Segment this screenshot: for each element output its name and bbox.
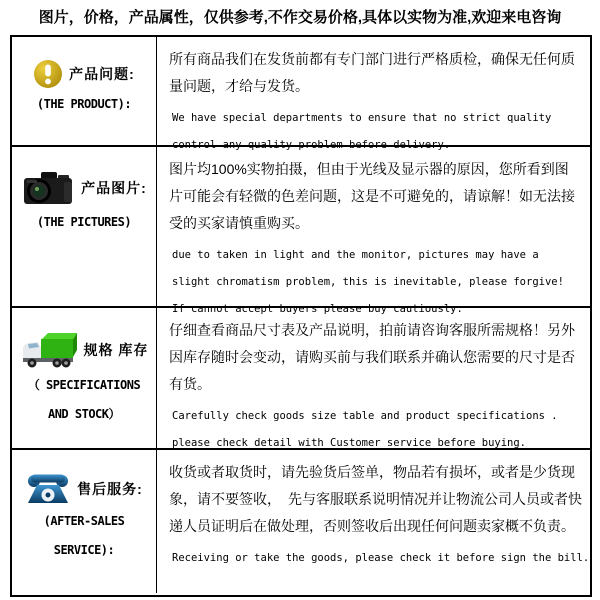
row-label-cell — [12, 37, 157, 145]
row-label-cn: 售后服务: — [77, 481, 143, 497]
row-text-cell — [157, 308, 590, 448]
row-text-en: We have special departments to ensure that no strict quality control any quality problem before delivery. — [172, 112, 552, 151]
row-label-cell — [12, 308, 157, 448]
exclamation-icon — [33, 59, 63, 89]
row-text-en: Carefully check goods size table and product specifications . please check detail with Customer service before buying. — [172, 410, 558, 449]
row-text-cn: 仔细查看商品尺寸表及产品说明，拍前请咨询客服所需规格！另外因库存随时会变动，请购买前与我们联系并确认您需要的尺寸是否有货。 — [169, 322, 575, 392]
row-label-en: (AFTER-SALES — [43, 514, 125, 528]
page-title: 图片，价格，产品属性，仅供参考,不作交易价格,具体以实物为准,欢迎来电咨询 — [38, 9, 562, 26]
phone-icon — [25, 472, 71, 506]
row-text-cn: 收货或者取货时，请先验货后签单，物品若有损坏，或者是少货现象，请不要签收， 先与客服联系说明情况并让物流公司人员或者快递人员证明后在做处理，否则签收后出现任何问题卖家概不负责。 — [169, 464, 582, 534]
row-label-en: SERVICE): — [53, 543, 115, 557]
row-text-cn: 所有商品我们在发货前都有专门部门进行严格质检，确保无任何质量问题，才给与发货。 — [169, 51, 575, 94]
row-label-en: （ SPECIFICATIONS — [27, 378, 141, 392]
row-label-cell — [12, 147, 157, 306]
row-label-en: (THE PRODUCT): — [36, 97, 132, 111]
row-label-en: AND STOCK） — [47, 407, 121, 421]
table-row-product — [12, 37, 590, 151]
truck-icon — [20, 330, 78, 370]
row-text-cn: 图片均100%实物拍摄，但由于光线及显示器的原因，您所看到图片可能会有轻微的色差问题，这是不可避免的，请谅解！如无法接受的买家请慎重购买。 — [169, 161, 575, 231]
row-text-cell — [157, 147, 590, 315]
row-label-cn: 产品问题: — [69, 66, 135, 82]
row-label-cn: 规格 库存 — [83, 342, 149, 358]
row-label-cell — [12, 450, 157, 593]
row-text-en: due to taken in light and the monitor, pictures may have a slight chromatism problem, this is inevitable, please forgive! If cannot accept buyers please buy cautiously. — [172, 249, 564, 315]
camera-icon — [21, 169, 75, 207]
info-table — [10, 35, 592, 597]
table-row-stock — [12, 308, 590, 450]
row-label-en: (THE PICTURES) — [36, 215, 132, 229]
table-row-pictures — [12, 147, 590, 315]
table-row-service — [12, 450, 590, 593]
row-text-cell — [157, 450, 597, 593]
row-text-en: Receiving or take the goods, please check it before sign the bill. — [172, 552, 590, 564]
row-label-cn: 产品图片: — [81, 180, 147, 196]
row-text-cell — [157, 37, 590, 151]
